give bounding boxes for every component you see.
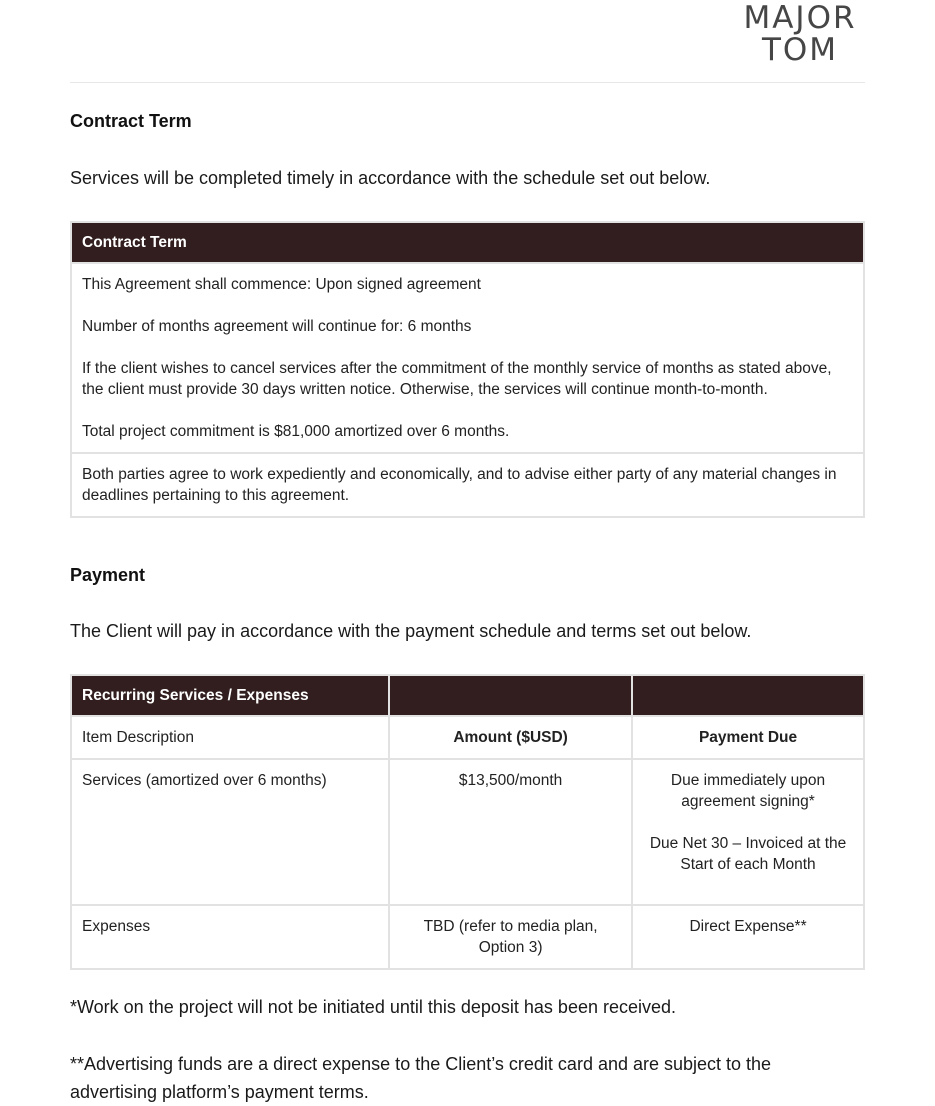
- column-payment-due: Payment Due: [632, 716, 864, 759]
- payment-table-header-blank-3: [632, 675, 864, 716]
- payment-intro: The Client will pay in accordance with the payment schedule and terms set out below.: [70, 621, 752, 641]
- contract-term-table-header: Contract Term: [71, 222, 864, 263]
- table-row: [71, 759, 864, 905]
- duration-text: Number of months agreement will continue for: 6 months: [82, 318, 472, 335]
- column-item-description: Item Description: [71, 716, 389, 759]
- payment-table-header-blank-2: [389, 675, 632, 716]
- services-amount: $13,500/month: [389, 759, 632, 905]
- expenses-payment-due: Direct Expense**: [632, 905, 864, 969]
- commencement-text: This Agreement shall commence: Upon signed agreement: [82, 276, 481, 293]
- payment-table-column-row: [71, 716, 864, 759]
- contract-term-table: [70, 221, 865, 518]
- contract-term-heading: Contract Term: [70, 111, 192, 131]
- contract-term-table-header-row: [71, 222, 864, 263]
- payment-table: [70, 674, 865, 970]
- payment-table-header-row: [71, 675, 864, 716]
- contract-term-intro: Services will be completed timely in accordance with the schedule set out below.: [70, 168, 711, 188]
- advertising-footnote: **Advertising funds are a direct expense to the Client’s credit card and are subject to the advertising platform’s payment terms.: [70, 1054, 772, 1102]
- services-due-recurring: Due Net 30 – Invoiced at the Start of each Month: [649, 835, 847, 873]
- payment-heading: Payment: [70, 565, 146, 585]
- total-commitment-text: Total project commitment is $81,000 amortized over 6 months.: [82, 423, 510, 440]
- payment-table-header-title: Recurring Services / Expenses: [71, 675, 389, 716]
- services-payment-due: [632, 759, 864, 905]
- services-item: Services (amortized over 6 months): [71, 759, 389, 905]
- agreement-clause-cell: Both parties agree to work expediently and economically, and to advise either party of any material changes in deadlines pertaining to this agreement.: [71, 453, 864, 517]
- page-header: [70, 0, 865, 83]
- table-row: [71, 905, 864, 969]
- contract-term-details-cell: [71, 263, 864, 453]
- column-amount: Amount ($USD): [389, 716, 632, 759]
- logo-line-2: TOM: [761, 32, 839, 68]
- table-row: [71, 453, 864, 517]
- table-row: [71, 263, 864, 453]
- deposit-footnote: *Work on the project will not be initiated until this deposit has been received.: [70, 997, 677, 1017]
- logo-line-1: MAJOR: [743, 0, 857, 36]
- expenses-amount: TBD (refer to media plan, Option 3): [389, 905, 632, 969]
- major-tom-logo: [741, 2, 859, 66]
- expenses-item: Expenses: [71, 905, 389, 969]
- services-due-deposit: Due immediately upon agreement signing*: [670, 772, 826, 810]
- cancellation-text: If the client wishes to cancel services after the commitment of the monthly service of months as stated above, the client must provide 30 days written notice. Otherwise, the services will continue month-to-month.: [82, 360, 832, 398]
